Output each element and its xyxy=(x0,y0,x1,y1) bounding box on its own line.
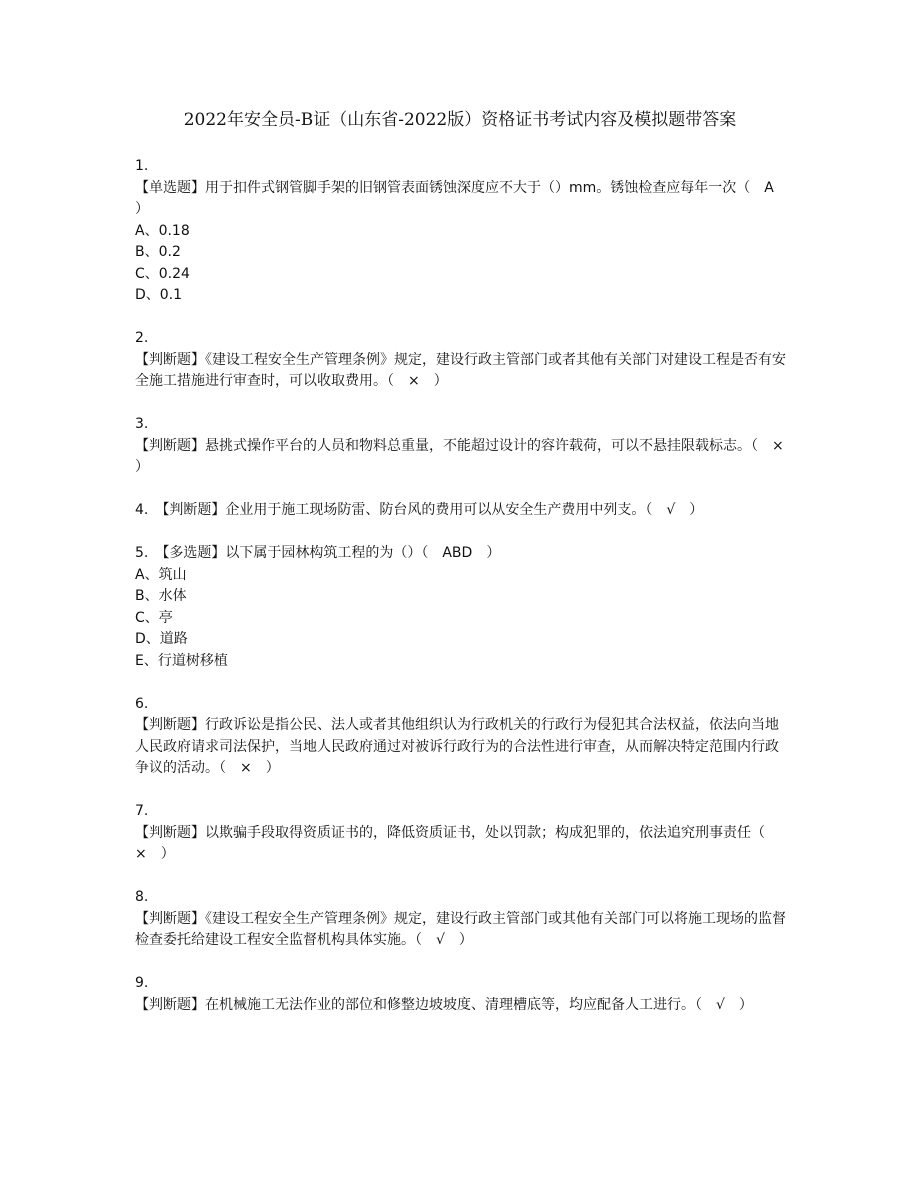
option-d: D、道路 xyxy=(135,631,188,647)
question-number: 1. xyxy=(135,158,149,174)
question-1 xyxy=(135,156,790,307)
option-d: D、0.1 xyxy=(135,287,183,303)
question-3 xyxy=(135,414,798,479)
question-6 xyxy=(135,694,790,780)
question-number: 3. xyxy=(135,416,149,432)
question-text: 【单选题】用于扣件式钢管脚手架的旧钢管表面锈蚀深度应不大于（）mm。锈蚀检查应每年一次（ A ） xyxy=(135,179,788,217)
question-text: 【判断题】《建设工程安全生产管理条例》规定，建设行政主管部门或其他有关部门可以将施工现场的监督检查委托给建设工程安全监督机构具体实施。（ √ ） xyxy=(135,910,786,948)
question-9 xyxy=(135,973,790,1016)
question-number: 8. xyxy=(135,889,149,905)
option-a: A、0.18 xyxy=(135,222,190,239)
option-c: C、0.24 xyxy=(135,265,190,282)
option-e: E、行道树移植 xyxy=(135,652,228,669)
question-8 xyxy=(135,887,790,952)
option-a: A、筑山 xyxy=(135,566,187,583)
page-title: 2022年安全员-B证（山东省-2022版）资格证书考试内容及模拟题带答案 xyxy=(183,110,737,130)
option-c: C、亭 xyxy=(135,609,173,626)
question-4 xyxy=(135,500,790,522)
question-number: 9. xyxy=(135,975,149,991)
question-number: 6. xyxy=(135,695,149,712)
option-b: B、水体 xyxy=(135,588,187,604)
question-list xyxy=(135,156,798,1038)
question-text: 【判断题】以欺骗手段取得资质证书的，降低资质证书，处以罚款；构成犯罪的，依法追究刑事责任（ × ） xyxy=(135,824,779,862)
question-number: 2. xyxy=(135,330,149,346)
question-text: 【判断题】行政诉讼是指公民、法人或者其他组织认为行政机关的行政行为侵犯其合法权益，依法向当地人民政府请求司法保护，当地人民政府通过对被诉行政行为的合法性进行审查，从而解决特定范围内行政争议的活动。（ × ） xyxy=(135,717,779,776)
question-2 xyxy=(135,328,790,393)
question-text: 【判断题】在机械施工无法作业的部位和修整边坡坡度、清理槽底等，均应配备人工进行。（ √ ） xyxy=(135,996,753,1013)
question-text: 【判断题】《建设工程安全生产管理条例》规定，建设行政主管部门或者其他有关部门对建设工程是否有安全施工措施进行审查时，可以收取费用。（ × ） xyxy=(135,351,786,389)
question-number: 7. xyxy=(135,803,149,819)
option-b: B、0.2 xyxy=(135,244,181,260)
question-text: 4. 【判断题】企业用于施工现场防雷、防台风的费用可以从安全生产费用中列支。（ √ ） xyxy=(135,502,704,518)
question-5 xyxy=(135,543,790,672)
question-text: 【判断题】悬挑式操作平台的人员和物料总重量，不能超过设计的容许载荷，可以不悬挂限载标志。（ × ） xyxy=(135,437,798,475)
question-text: 5. 【多选题】以下属于园林构筑工程的为（）（ ABD ） xyxy=(135,545,501,561)
question-7 xyxy=(135,801,790,866)
